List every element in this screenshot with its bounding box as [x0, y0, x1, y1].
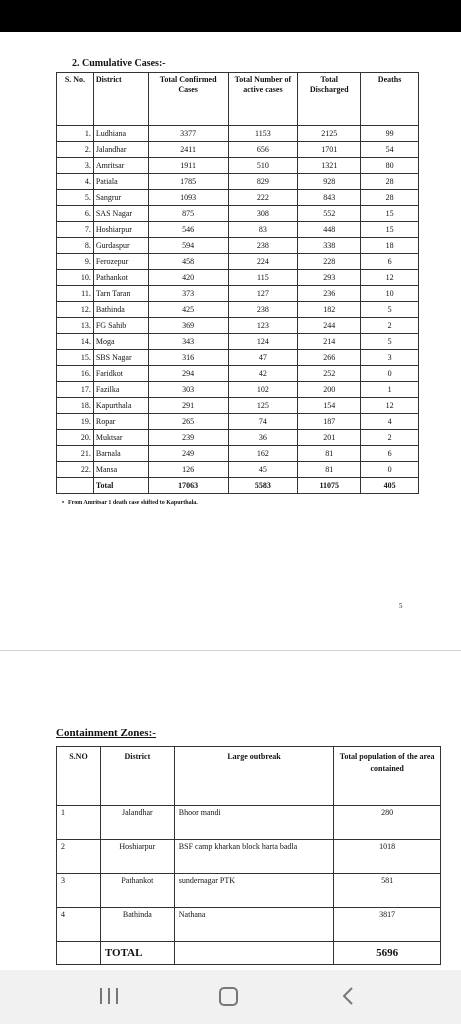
cell-district: Faridkot	[93, 366, 148, 382]
cell-active: 308	[228, 206, 298, 222]
cell-active: 510	[228, 158, 298, 174]
cell-discharged: 1701	[298, 142, 361, 158]
cell-active: 124	[228, 334, 298, 350]
cell-district: SAS Nagar	[93, 206, 148, 222]
cell-sno: 8.	[57, 238, 94, 254]
cell-active: 123	[228, 318, 298, 334]
cell-discharged: 293	[298, 270, 361, 286]
cell-confirmed: 294	[148, 366, 228, 382]
cell-active: 47	[228, 350, 298, 366]
cell-active: 127	[228, 286, 298, 302]
cell-discharged: 236	[298, 286, 361, 302]
table-header-row	[57, 73, 419, 126]
cell-deaths: 405	[361, 478, 419, 494]
footnote	[62, 500, 198, 506]
cell-district: SBS Nagar	[93, 350, 148, 366]
cell-deaths: 28	[361, 190, 419, 206]
cell-sno: 10.	[57, 270, 94, 286]
table-row	[57, 302, 419, 318]
cell-sno: 4.	[57, 174, 94, 190]
cell-population: 1018	[334, 840, 441, 874]
cell-discharged: 200	[298, 382, 361, 398]
total-row	[57, 942, 441, 965]
cell-active: 224	[228, 254, 298, 270]
cell-deaths: 6	[361, 446, 419, 462]
cell-district: Moga	[93, 334, 148, 350]
cell-discharged: 154	[298, 398, 361, 414]
cell-confirmed: 373	[148, 286, 228, 302]
cell-confirmed: 425	[148, 302, 228, 318]
table-row	[57, 238, 419, 254]
cell-sno: 1.	[57, 126, 94, 142]
cell-district: TOTAL	[100, 942, 174, 965]
cell-district: Barnala	[93, 446, 148, 462]
cell-confirmed: 369	[148, 318, 228, 334]
cell-discharged: 338	[298, 238, 361, 254]
cell-district: Jalandhar	[100, 806, 174, 840]
cell-district: Total	[93, 478, 148, 494]
cell-sno: 20.	[57, 430, 94, 446]
cell-district: Jalandhar	[93, 142, 148, 158]
cell-discharged: 552	[298, 206, 361, 222]
cell-sno: 15.	[57, 350, 94, 366]
cell-discharged: 843	[298, 190, 361, 206]
cell-active: 83	[228, 222, 298, 238]
cell-deaths: 5	[361, 302, 419, 318]
cell-district: Ludhiana	[93, 126, 148, 142]
cell-deaths: 4	[361, 414, 419, 430]
cell-confirmed: 291	[148, 398, 228, 414]
cell-active: 42	[228, 366, 298, 382]
cell-sno: 16.	[57, 366, 94, 382]
col-sno: S. No.	[57, 73, 94, 126]
cell-sno: 9.	[57, 254, 94, 270]
cell-population: 3817	[334, 908, 441, 942]
table-row	[57, 462, 419, 478]
cell-confirmed: 239	[148, 430, 228, 446]
cell-district: Kapurthala	[93, 398, 148, 414]
cell-discharged: 228	[298, 254, 361, 270]
table-row	[57, 334, 419, 350]
cell-discharged: 187	[298, 414, 361, 430]
table-row	[57, 222, 419, 238]
cell-discharged: 11075	[298, 478, 361, 494]
cell-discharged: 448	[298, 222, 361, 238]
cell-active: 222	[228, 190, 298, 206]
col-active: Total Number of active cases	[228, 73, 298, 126]
cell-confirmed: 1911	[148, 158, 228, 174]
col-sno: S.NO	[57, 747, 101, 806]
cell-discharged: 214	[298, 334, 361, 350]
cell-confirmed: 420	[148, 270, 228, 286]
cell-confirmed: 126	[148, 462, 228, 478]
cell-sno: 21.	[57, 446, 94, 462]
cell-confirmed: 2411	[148, 142, 228, 158]
col-confirmed: Total Confirmed Cases	[148, 73, 228, 126]
cumulative-heading: 2. Cumulative Cases:-	[72, 58, 166, 69]
cumulative-cases-table	[56, 72, 419, 494]
cell-deaths: 2	[361, 430, 419, 446]
table-row	[57, 270, 419, 286]
cell-discharged: 252	[298, 366, 361, 382]
cell-outbreak: BSF camp kharkan block harta badla	[174, 840, 333, 874]
cell-population: 5696	[334, 942, 441, 965]
table-row	[57, 318, 419, 334]
cell-confirmed: 343	[148, 334, 228, 350]
cell-active: 45	[228, 462, 298, 478]
col-discharged: Total Discharged	[298, 73, 361, 126]
table-row	[57, 806, 441, 840]
table-row	[57, 286, 419, 302]
total-row	[57, 478, 419, 494]
cell-district: Pathankot	[100, 874, 174, 908]
cell-discharged: 182	[298, 302, 361, 318]
table-row	[57, 430, 419, 446]
col-district: District	[93, 73, 148, 126]
col-district: District	[100, 747, 174, 806]
table-row	[57, 414, 419, 430]
cell-active: 125	[228, 398, 298, 414]
cell-confirmed: 1093	[148, 190, 228, 206]
cell-sno: 17.	[57, 382, 94, 398]
cell-active: 74	[228, 414, 298, 430]
cell-active: 1153	[228, 126, 298, 142]
table-row	[57, 254, 419, 270]
cell-district: Hoshiarpur	[93, 222, 148, 238]
cell-sno	[57, 478, 94, 494]
cell-active: 162	[228, 446, 298, 462]
home-icon[interactable]	[219, 987, 238, 1006]
page-number: 5	[399, 602, 403, 610]
cell-deaths: 15	[361, 206, 419, 222]
containment-zones-table	[56, 746, 441, 965]
cell-sno: 7.	[57, 222, 94, 238]
col-deaths: Deaths	[361, 73, 419, 126]
table-row	[57, 174, 419, 190]
cell-discharged: 1321	[298, 158, 361, 174]
cell-outbreak: Bhoor mandi	[174, 806, 333, 840]
cell-active: 115	[228, 270, 298, 286]
col-outbreak: Large outbreak	[174, 747, 333, 806]
cell-sno: 2.	[57, 142, 94, 158]
cell-sno: 3.	[57, 158, 94, 174]
cell-discharged: 244	[298, 318, 361, 334]
page-divider	[0, 650, 461, 651]
cell-sno: 6.	[57, 206, 94, 222]
containment-heading: Containment Zones:-	[56, 727, 156, 739]
cell-district: Bathinda	[93, 302, 148, 318]
cell-deaths: 5	[361, 334, 419, 350]
table-row	[57, 382, 419, 398]
footnote-text: From Amritsar 1 death case shifted to Kapurthala.	[68, 500, 198, 506]
cell-deaths: 12	[361, 398, 419, 414]
cell-active: 829	[228, 174, 298, 190]
cell-sno: 13.	[57, 318, 94, 334]
table-header-row	[57, 747, 441, 806]
cell-discharged: 2125	[298, 126, 361, 142]
cell-district: Mansa	[93, 462, 148, 478]
cell-discharged: 81	[298, 446, 361, 462]
cell-outbreak	[174, 942, 333, 965]
cell-district: Fazilka	[93, 382, 148, 398]
cell-sno: 3	[57, 874, 101, 908]
table-row	[57, 158, 419, 174]
cell-sno: 22.	[57, 462, 94, 478]
cell-confirmed: 3377	[148, 126, 228, 142]
back-icon[interactable]	[341, 986, 355, 1006]
cell-deaths: 80	[361, 158, 419, 174]
cell-sno: 19.	[57, 414, 94, 430]
table-row	[57, 840, 441, 874]
cell-deaths: 0	[361, 366, 419, 382]
cell-deaths: 99	[361, 126, 419, 142]
cell-district: Tarn Taran	[93, 286, 148, 302]
table-row	[57, 908, 441, 942]
cell-active: 102	[228, 382, 298, 398]
cell-discharged: 81	[298, 462, 361, 478]
cell-active: 238	[228, 302, 298, 318]
cell-outbreak: sundernagar PTK	[174, 874, 333, 908]
cell-discharged: 266	[298, 350, 361, 366]
cell-sno: 14.	[57, 334, 94, 350]
cell-deaths: 0	[361, 462, 419, 478]
cell-deaths: 18	[361, 238, 419, 254]
cell-district: Pathankot	[93, 270, 148, 286]
cell-district: Muktsar	[93, 430, 148, 446]
cell-confirmed: 17063	[148, 478, 228, 494]
cell-sno	[57, 942, 101, 965]
cell-district: Patiala	[93, 174, 148, 190]
cell-confirmed: 249	[148, 446, 228, 462]
table-row	[57, 350, 419, 366]
cell-deaths: 2	[361, 318, 419, 334]
cell-deaths: 10	[361, 286, 419, 302]
status-bar	[0, 0, 461, 32]
cell-deaths: 6	[361, 254, 419, 270]
cell-district: FG Sahib	[93, 318, 148, 334]
cell-deaths: 15	[361, 222, 419, 238]
cell-district: Gurdaspur	[93, 238, 148, 254]
cell-confirmed: 594	[148, 238, 228, 254]
cell-discharged: 201	[298, 430, 361, 446]
cell-district: Sangrur	[93, 190, 148, 206]
table-row	[57, 126, 419, 142]
cell-discharged: 928	[298, 174, 361, 190]
cell-sno: 12.	[57, 302, 94, 318]
cell-confirmed: 1785	[148, 174, 228, 190]
table-row	[57, 366, 419, 382]
cell-sno: 5.	[57, 190, 94, 206]
cell-confirmed: 265	[148, 414, 228, 430]
cell-population: 280	[334, 806, 441, 840]
cell-sno: 2	[57, 840, 101, 874]
cell-active: 5583	[228, 478, 298, 494]
table-row	[57, 398, 419, 414]
cell-active: 238	[228, 238, 298, 254]
cell-sno: 1	[57, 806, 101, 840]
recent-apps-icon[interactable]	[100, 988, 118, 1004]
cell-population: 581	[334, 874, 441, 908]
cell-confirmed: 316	[148, 350, 228, 366]
cell-district: Hoshiarpur	[100, 840, 174, 874]
cell-confirmed: 875	[148, 206, 228, 222]
cell-deaths: 3	[361, 350, 419, 366]
cell-active: 656	[228, 142, 298, 158]
bullet-icon: •	[62, 500, 65, 506]
table-row	[57, 190, 419, 206]
cell-district: Ropar	[93, 414, 148, 430]
col-population: Total population of the area contained	[334, 747, 441, 806]
cell-active: 36	[228, 430, 298, 446]
cell-deaths: 28	[361, 174, 419, 190]
table-row	[57, 446, 419, 462]
cell-sno: 11.	[57, 286, 94, 302]
cell-outbreak: Nathana	[174, 908, 333, 942]
cell-district: Bathinda	[100, 908, 174, 942]
cell-confirmed: 546	[148, 222, 228, 238]
cell-sno: 18.	[57, 398, 94, 414]
cell-deaths: 54	[361, 142, 419, 158]
cell-confirmed: 303	[148, 382, 228, 398]
cell-confirmed: 458	[148, 254, 228, 270]
cell-sno: 4	[57, 908, 101, 942]
table-row	[57, 142, 419, 158]
cell-deaths: 12	[361, 270, 419, 286]
cell-district: Ferozepur	[93, 254, 148, 270]
table-row	[57, 874, 441, 908]
cell-district: Amritsar	[93, 158, 148, 174]
cell-deaths: 1	[361, 382, 419, 398]
table-row	[57, 206, 419, 222]
